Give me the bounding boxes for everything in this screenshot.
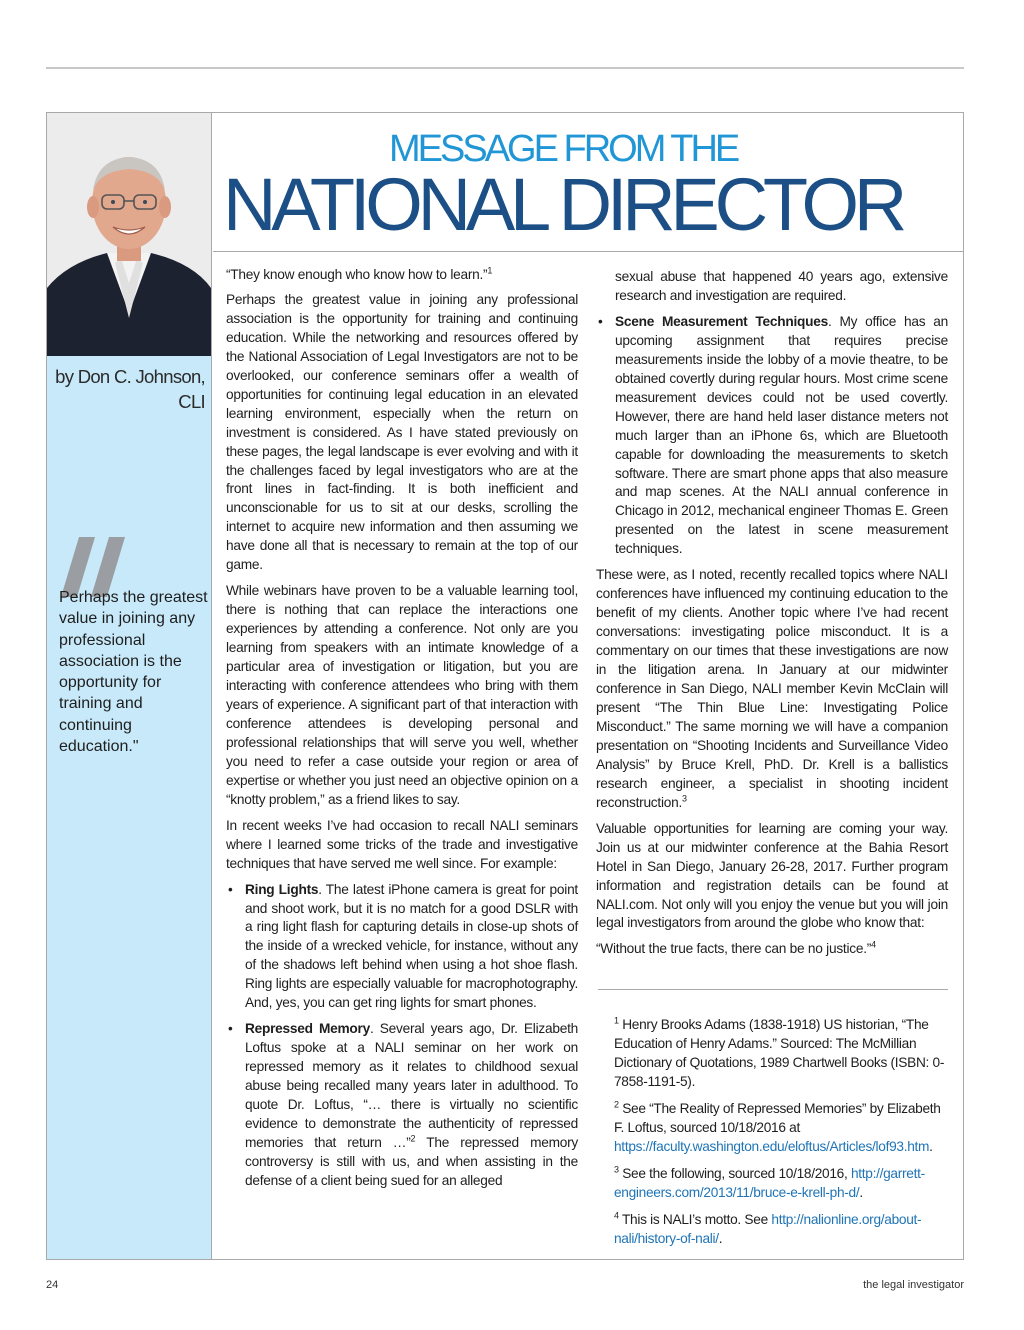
- footnote-3-link[interactable]: http://garrett-engineers.com/2013/11/bruce-e-krell-ph-d/: [614, 1166, 925, 1200]
- byline-author: by Don C. Johnson,: [55, 366, 205, 387]
- footnote-ref-3: 3: [682, 793, 687, 804]
- list-item-repressed-memory: • Repressed Memory. Several years ago, Dr. Elizabeth Loftus spoke at a NALI seminar on her work on repressed memory as it relates to childhood sexual abuse being recalled many years later in adulthood. To quote Dr. Loftus, “… there is virtually no scientific evidence to demonstrate the authenticity of repressed memories that return …”$^2$ The repressed memory controversy is still with us, and when assisting in the defense of a client being sued for an alleged: [228, 1021, 579, 1188]
- bullet-icon: •: [228, 881, 233, 897]
- techniques-list-continued: [596, 268, 948, 559]
- techniques-list: [226, 881, 578, 1191]
- footnotes: [614, 1015, 950, 1256]
- header-rule: [213, 251, 963, 252]
- footnote-2: $^2$ See “The Reality of Repressed Memories” by Elizabeth F. Loftus, sourced 10/18/2016 at https://faculty.washington.edu/eloftus/Articles/lof93.htm.: [614, 1099, 941, 1154]
- left-column: [226, 266, 578, 1198]
- footnote-ref-2: 2: [410, 1133, 416, 1144]
- footnote-2-link[interactable]: https://faculty.washington.edu/eloftus/Articles/lof93.htm: [614, 1139, 930, 1154]
- list-item-ring-lights: • Ring Lights. The latest iPhone camera is great for point and shoot work, but it is no match for a good DSLR with a ring light flash for capturing details in close-up shots of the inside of a wrecked vehicle, for instance, without any of the shadows left behind when using a hot shoe flash. Ring lights are especially valuable for macrophotography. And, yes, you can get ring lights for smart phones.: [228, 881, 578, 1011]
- closing-quote: “Without the true facts, there can be no justice.”$^4$: [596, 939, 876, 957]
- top-rule: [46, 67, 964, 69]
- bullet-icon: •: [228, 1021, 233, 1037]
- byline: [47, 364, 205, 414]
- footnote-ref-4: 4: [871, 939, 876, 950]
- right-column: [596, 268, 948, 966]
- epigraph: “They know enough who know how to learn.”$^1$: [226, 265, 493, 282]
- page-title: NATIONAL DIRECTOR: [223, 163, 903, 246]
- footnote-rule: [598, 989, 948, 990]
- footnote-1: $^1$ Henry Brooks Adams (1838-1918) US historian, “The Education of Henry Adams.” Sourced: The McMillian Dictionary of Quotations, 1989 Chartwell Books (ISBN: 0-7858-1191-5).: [614, 1015, 945, 1089]
- sidebar: [47, 113, 212, 1259]
- paragraph-2: While webinars have proven to be a valuable learning tool, there is nothing that can replace the interactions one experiences by attending a conference. Not only are you learning from speakers with an intimate knowledge of a particular area of investigation or litigation, but you are interacting with conference attendees who bring with them years of experience. A significant part of that interaction with conference attendees is developing personal and professional relationships that will serve you well, whether you need to refer a case outside your region or area of expertise or whether you just need an objective opinion on a “knotty problem,” as a friend likes to say.: [226, 583, 578, 807]
- paragraph-3: In recent weeks I’ve had occasion to recall NALI seminars where I learned some tricks of the trade and investigative techniques that have served me well since. For example:: [226, 817, 578, 871]
- paragraph-1: Perhaps the greatest value in joining any professional association is the opportunity for training and continuing education. While the networking and resources offered by the National Association of Legal Investigators are not to be overlooked, our conference seminars offer a wealth of opportunities for continuing legal education in an elevated learning environment, especially when the return on investment is considered. As I have stated previously on these pages, the legal landscape is ever evolving and with it the challenges faced by legal investigators who are at the front lines in fact-finding. It is both inefficient and unconscionable for us to sit at our desks, scrolling the internet to acquire new information and then assuming we have done all that is necessary to remain at the top of our game.: [226, 291, 578, 573]
- footnote-4-link[interactable]: http://nalionline.org/about-nali/history-of-nali/: [614, 1212, 922, 1246]
- article-header: [213, 113, 963, 251]
- header-kicker: MESSAGE FROM THE: [389, 128, 738, 170]
- paragraph-4: These were, as I noted, recently recalled topics where NALI conferences have influenced my continuing education to the benefit of my clients. Another topic where I’ve had recent conversations: investigating police misconduct. It is a commentary on our times that these investigations are now in the litigation arena. In January at our midwinter conference in San Diego, NALI member Kevin McClain will present “The Thin Blue Line: Investigating Police Misconduct.” The same morning we will have a companion presentation on “Shooting Incidents and Surveillance Video Analysis” by Bruce Krell, PhD. Dr. Krell is a ballistics research engineer, a specialist in shooting incident reconstruction.$^3$: [596, 567, 948, 810]
- author-photo: [47, 113, 211, 356]
- paragraph-5: Valuable opportunities for learning are coming your way. Join us at our midwinter conference at the Bahia Resort Hotel in San Diego, January 26-28, 2017. Further program information and registration details can be found at NALI.com. Not only will you enjoy the venue but you will join legal investigators from around the globe who know that:: [596, 820, 948, 931]
- pull-quote: Perhaps the greatest value in joining any professional association is the opportunity for training and continuing education.": [59, 589, 208, 756]
- page-number: 24: [46, 1279, 59, 1291]
- footnote-3: $^3$ See the following, sourced 10/18/2016, http://garrett-engineers.com/2013/11/bruce-e-krell-ph-d/.: [614, 1164, 925, 1200]
- bullet-icon: •: [598, 313, 603, 329]
- list-item-continued: sexual abuse that happened 40 years ago, extensive research and investigation are required.: [615, 269, 948, 303]
- list-item-scene-measurement: • Scene Measurement Techniques. My office has an upcoming assignment that requires precise measurements inside the lobby of a movie theatre, to be obtained covertly during regular hours. Most crime scene measurement devices could not be used covertly. However, there are hand held laser distance meters not much larger than an iPhone 6s, which are Bluetooth capable for downloading the measurements to sketch software. There are smart phone apps that also measure and map scenes. At the NALI annual conference in Chicago in 2012, mechanical engineer Thomas E. Green presented on the latest in scene measurement techniques.: [598, 313, 948, 557]
- publication-name: the legal investigator: [863, 1279, 964, 1291]
- author-portrait: [47, 113, 211, 356]
- footnote-ref-1: 1: [487, 265, 493, 276]
- byline-credential: CLI: [178, 391, 205, 412]
- footnote-4: $^4$ This is NALI’s motto. See http://nalionline.org/about-nali/history-of-nali/.: [614, 1210, 922, 1246]
